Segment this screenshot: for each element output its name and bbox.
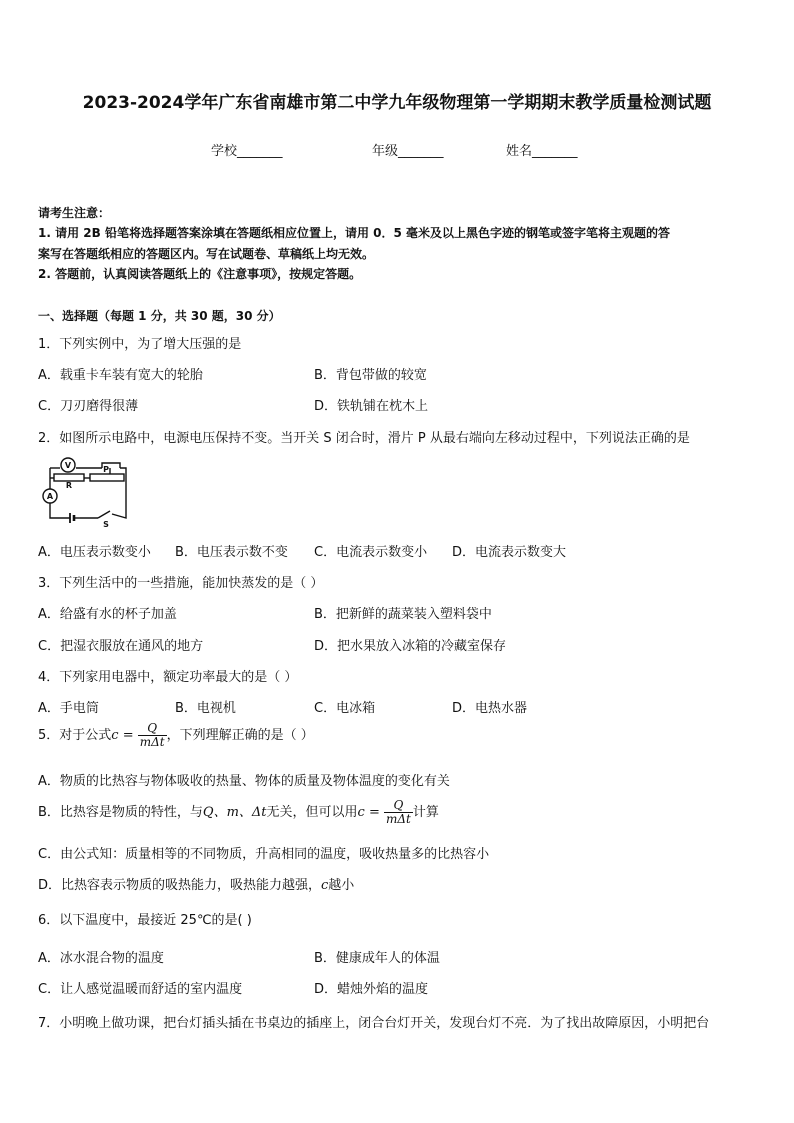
switch-lever: [98, 511, 110, 518]
q2-option-a: A．电压表示数变小: [38, 545, 151, 560]
q5-b-mid: 无关，但可以用: [266, 805, 358, 820]
q5-stem-pre: 5．对于公式: [38, 728, 112, 743]
school-field: 学校_______: [211, 144, 283, 159]
q4-option-d: D．电热水器: [452, 701, 528, 716]
q6-option-a: A．冰水混合物的温度: [38, 951, 164, 966]
q5-stem: [38, 722, 314, 749]
q1-option-d: D．铁轨铺在枕木上: [314, 399, 429, 414]
notice-heading: 请考生注意：: [38, 206, 111, 220]
notice-line-1b: 案写在答题纸相应的答题区内。写在试题卷、草稿纸上均无效。: [38, 247, 375, 261]
q5-d-var: c: [321, 878, 329, 893]
q5-option-a: A．物质的比热容与物体吸收的热量、物体的质量及物体温度的变化有关: [38, 774, 450, 789]
q5-b-frac-num: Q: [384, 799, 413, 813]
q3-option-c: C．把湿衣服放在通风的地方: [38, 639, 204, 654]
q3-option-d: D．把水果放入冰箱的冷藏室保存: [314, 639, 507, 654]
q5-option-d: [38, 874, 354, 893]
section-heading: 一、选择题（每题 1 分，共 30 题，30 分）: [38, 309, 281, 323]
q1-option-c: C．刀刃磨得很薄: [38, 399, 139, 414]
q5-stem-post: ，下列理解正确的是（ ）: [166, 728, 314, 743]
q6-option-c: C．让人感觉温暖而舒适的室内温度: [38, 982, 243, 997]
q5-option-b: [38, 799, 439, 826]
q5-b-post: 计算: [412, 805, 439, 820]
q4-option-c: C．电冰箱: [314, 701, 376, 716]
slider-label: P: [103, 465, 109, 474]
resistor-label: R: [65, 481, 73, 490]
q5-b-formula-fraction: [384, 799, 413, 826]
q5-b-vars: Q、m、Δt: [202, 805, 267, 820]
notice-line-2: 2. 答题前，认真阅读答题纸上的《注意事项》，按规定答题。: [38, 267, 362, 281]
q3-option-b: B．把新鲜的蔬菜装入塑料袋中: [314, 607, 492, 622]
q4-option-a: A．手电筒: [38, 701, 99, 716]
q4-stem: 4．下列家用电器中，额定功率最大的是（ ）: [38, 670, 298, 685]
q6-stem: 6．以下温度中，最接近 25℃的是( ): [38, 913, 252, 928]
resistor-r: [54, 474, 84, 481]
q2-option-b: B．电压表示数不变: [175, 545, 288, 560]
q6-option-d: D．蜡烛外焰的温度: [314, 982, 429, 997]
q5-formula-fraction: [138, 722, 167, 749]
q5-b-pre: B．比热容是物质的特性，与: [38, 805, 203, 820]
q5-formula-lhs: c =: [111, 728, 134, 743]
notice-line-1a: 1. 请用 2B 铅笔将选择题答案涂填在答题纸相应位置上，请用 0．5 毫米及以上黑色字迹的钢笔或签字笔将主观题的答: [38, 226, 670, 240]
switch-label: S: [103, 520, 109, 528]
q5-d-pre: D．比热容表示物质的吸热能力，吸热能力越强，: [38, 878, 322, 893]
q5-option-c: C．由公式知：质量相等的不同物质，升高相同的温度，吸收热量多的比热容小: [38, 847, 490, 862]
grade-field: 年级_______: [372, 144, 444, 159]
q2-option-c: C．电流表示数变小: [314, 545, 428, 560]
q5-frac-den: mΔt: [139, 735, 165, 749]
ammeter-label: A: [46, 492, 54, 501]
q5-frac-num: Q: [138, 722, 167, 736]
circuit-diagram: [40, 454, 136, 528]
q6-option-b: B．健康成年人的体温: [314, 951, 440, 966]
q2-option-d: D．电流表示数变大: [452, 545, 567, 560]
q1-option-b: B．背包带做的较宽: [314, 368, 427, 383]
name-field: 姓名_______: [506, 144, 578, 159]
q2-stem: 2．如图所示电路中，电源电压保持不变。当开关 S 闭合时，滑片 P 从最右端向左移动过程中，下列说法正确的是: [38, 431, 690, 446]
q5-d-post: 越小: [328, 878, 355, 893]
q1-stem: 1．下列实例中，为了增大压强的是: [38, 337, 242, 352]
voltmeter-label: V: [64, 461, 72, 470]
q5-b-formula-lhs: c =: [357, 805, 380, 820]
q4-option-b: B．电视机: [175, 701, 236, 716]
q1-option-a: A．载重卡车装有宽大的轮胎: [38, 368, 203, 383]
q3-option-a: A．给盛有水的杯子加盖: [38, 607, 177, 622]
rheostat: [90, 474, 124, 481]
q7-stem: 7．小明晚上做功课，把台灯插头插在书桌边的插座上，闭合台灯开关，发现台灯不亮．为了找出故障原因，小明把台: [38, 1016, 710, 1031]
exam-title: 2023-2024学年广东省南雄市第二中学九年级物理第一学期期末教学质量检测试题: [82, 93, 712, 113]
q3-stem: 3．下列生活中的一些措施，能加快蒸发的是（ ）: [38, 576, 324, 591]
q5-b-frac-den: mΔt: [386, 812, 411, 826]
